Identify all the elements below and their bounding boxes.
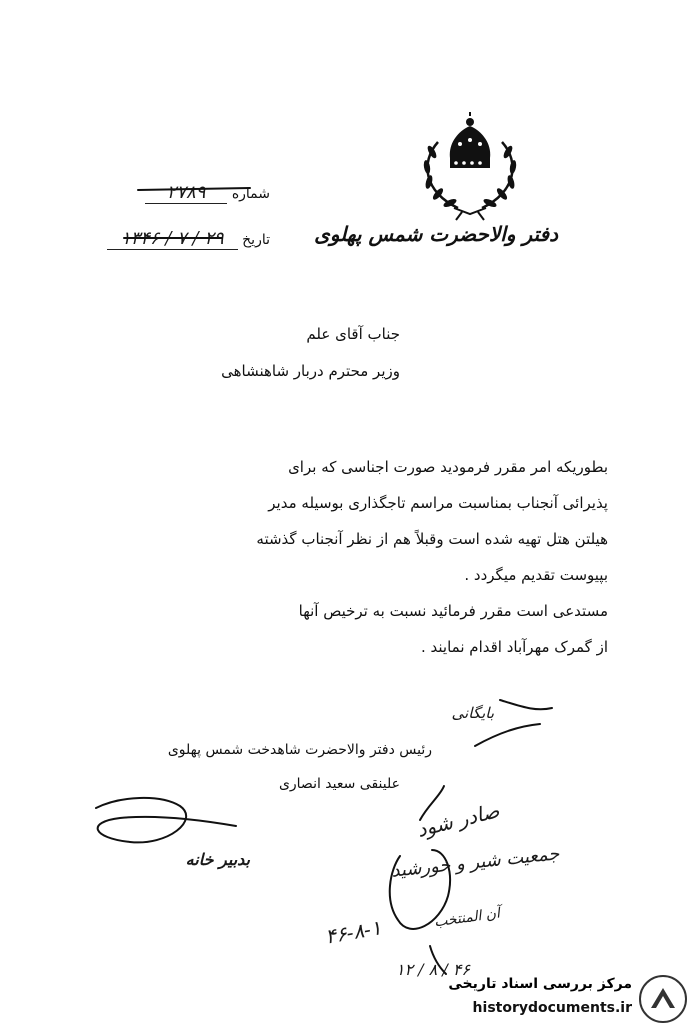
body-line: پذیرائی آنجناب بمناسبت مراسم تاجگذاری بوسیله مدیر — [268, 494, 608, 512]
body-line: از گمرک مهرآباد اقدام نمایند . — [420, 638, 608, 656]
body-line: مستدعی است مقرر فرمائید نسبت به ترخیص آنها — [298, 602, 608, 620]
archive-logo-icon — [638, 974, 688, 1024]
number-row — [145, 182, 270, 204]
watermark-url: historydocuments.ir — [472, 1000, 632, 1016]
date-row — [107, 228, 270, 250]
filing-note: بایگانی — [451, 704, 494, 722]
body-line: هیلتن هتل تهیه شده است وقبلاً هم از نظر آنجناب گذشته — [256, 530, 608, 548]
date-label: تاریخ — [242, 232, 270, 248]
ref-note: آن المنتخب — [433, 905, 501, 931]
signature-title: رئیس دفتر والاحضرت شاهدخت شمس پهلوی — [167, 742, 432, 758]
body-line: بپیوست تقدیم میگردد . — [464, 566, 608, 584]
routing-note: بدبیر خانه — [185, 850, 250, 869]
watermark-title: مرکز بررسی اسناد تاریخی — [448, 976, 632, 992]
crown-emblem-icon — [410, 112, 530, 222]
number-label: شماره — [231, 186, 270, 202]
office-name: دفتر والاحضرت شمس پهلوی — [314, 222, 558, 246]
bottom-date-note: ۱۲ / ۸ / ۴۶ — [395, 960, 470, 979]
date-value: ۲۹ / ۷ / ۱۳۴۶ — [107, 228, 238, 250]
addressee-name: جناب آقای علم — [306, 325, 400, 343]
handwritten-date: ۴۶-۸-۱ — [323, 915, 384, 949]
signature-name: علینقی سعید انصاری — [278, 776, 400, 792]
body-line: بطوریکه امر مقرر فرمودید صورت اجناسی که برای — [288, 458, 608, 476]
addressee-title: وزیر محترم دربار شاهنشاهی — [221, 362, 400, 380]
number-value: ۲۷۸۹ — [145, 182, 228, 204]
org-note: جمعیت شیر و خورشید — [390, 843, 561, 882]
approval-note: صادر شود — [414, 798, 502, 842]
